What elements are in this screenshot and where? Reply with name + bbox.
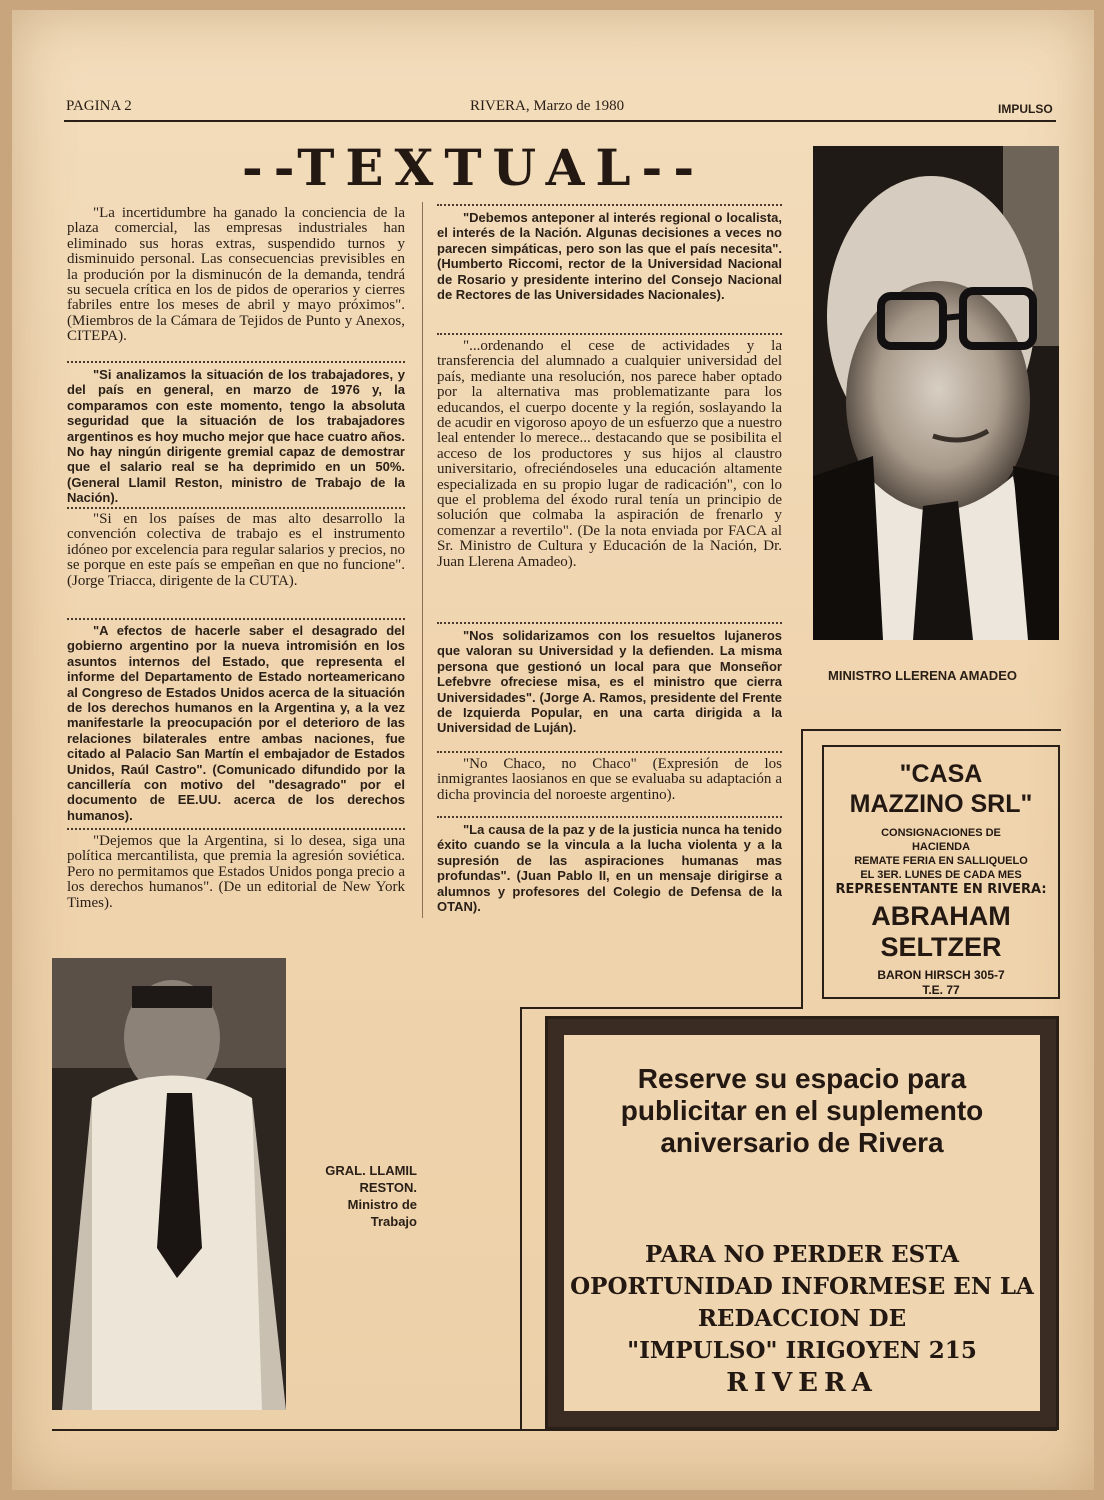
separator (437, 816, 782, 818)
ad-casa-rep: REPRESENTANTE EN RIVERA: (835, 882, 1047, 897)
separator (437, 622, 782, 624)
ad-border-band (548, 1019, 564, 1427)
reston-photo (52, 958, 286, 1410)
ad-reserve-info: "IMPULSO" IRIGOYEN 215 (627, 1337, 977, 1364)
quote-triacca: "Si en los países de mas alto desarrollo la convención colectiva de trabajo es el instrumento idóneo por excelencia para regular salarios y precios, no se porque en este país se empeñan en que no funcione". (Jorge Triacca, dirigente de la CUTA). (67, 511, 405, 589)
separator (67, 618, 405, 620)
quote-riccomi: "Debemos anteponer al interés regional o localista, el interés de la Nación. Algunas decisiones a veces no parecen simpáticas, pero son las que el país necesita". (Humberto Riccomi, rector de la Universidad Nacional de Rosario y presidente interino del Consejo Nacional de Rectores de las Universidades Nacionales). (437, 210, 782, 303)
ad-frame-top (801, 729, 1061, 731)
ad-reserve-town: RIVERA (726, 1368, 878, 1398)
ad-reserve-info: PARA NO PERDER ESTA (645, 1241, 959, 1268)
ad-frame-mid (520, 1007, 803, 1009)
reston-caption-line: Trabajo (370, 1214, 417, 1229)
separator (437, 204, 782, 206)
minister-portrait-image (813, 146, 1059, 640)
ad-casa-line: REMATE FERIA EN SALLIQUELO (854, 855, 1028, 867)
ad-reserve-info: OPORTUNIDAD INFORMESE EN LA (570, 1273, 1034, 1300)
reston-caption-line: Ministro de (347, 1197, 417, 1212)
column-divider (422, 202, 423, 918)
quote-cancilleria: "A efectos de hacerle saber el desagrado del gobierno argentino por la nueva intromisión en los asuntos internos del Estado, que representa el informe del Departamento de Estado norteamericano al Congreso de Estados Unidos acerca de la situación de los derechos humanos en la Argentina y, a la vez manifestarle la preocupación por el deterioro de las relaciones bilaterales entre ambas naciones, fue citado al Palacio San Martín el embajador de Estados Unidos, Raúl Castro". (Comunicado difundido por la cancillería con motivo del "desagrado" por el documento de EE.UU. acerca de los derechos humanos). (67, 623, 405, 823)
ad-casa-person: ABRAHAM (871, 901, 1011, 931)
reston-caption-line: GRAL. LLAMIL (325, 1163, 417, 1178)
ad-casa-mazzino (822, 745, 1060, 999)
ad-casa-line: CONSIGNACIONES DE (881, 827, 1001, 839)
separator (67, 361, 405, 363)
separator (67, 828, 405, 830)
ad-casa-person-2: SELTZER (880, 932, 1002, 962)
newspaper-page (12, 10, 1094, 1490)
paper-name: IMPULSO (998, 102, 1053, 116)
ad-reserve-headline: publicitar en el suplemento (620, 1095, 984, 1126)
page-number: PAGINA 2 (66, 98, 132, 114)
ad-border-band (548, 1411, 1056, 1427)
quote-nyt: "Dejemos que la Argentina, si lo desea, siga una política mercantilista, que premia la agresión soviética. Pero no permitamos que Estados Unidos ponga precio a los derechos humanos". (De un editorial de New York Times). (67, 833, 405, 911)
ad-casa-address: BARON HIRSCH 305-7 (877, 968, 1005, 982)
ad-reserve-headline: aniversario de Rivera (660, 1127, 944, 1158)
ad-reserve-headline: Reserve su espacio para (637, 1063, 967, 1094)
ad-casa-line: HACIENDA (911, 841, 971, 853)
ad-reserve-space (545, 1016, 1059, 1430)
ad-casa-name-2: MAZZINO SRL" (849, 790, 1033, 818)
ad-casa-name: "CASA (899, 760, 983, 788)
minister-caption: MINISTRO LLERENA AMADEO (828, 668, 1017, 683)
separator (437, 333, 782, 335)
ad-frame-left (801, 729, 803, 1009)
ad-border-band (548, 1019, 1056, 1035)
section-title: --TEXTUAL-- (242, 138, 706, 197)
header-rule (64, 120, 1056, 122)
quote-ramos: "Nos solidarizamos con los resueltos lujaneros que valoran su Universidad y la defienden. La misma persona que gestionó un local para que Monseñor Lefebvre ofreciese misa, es el ministro que cierra Universidades". (Jorge A. Ramos, presidente del Frente de Izquierda Popular, en una carta dirigida a la Universidad de Luján). (437, 628, 782, 736)
ad-frame-vertical (520, 1007, 522, 1431)
ad-border-band (1040, 1019, 1056, 1427)
quote-reston: "Si analizamos la situación de los trabajadores, y del país en general, en marzo de 1976 y, la comparamos con este momento, tengo la absoluta seguridad que la situación de los trabajadores argentinos es hoy mucho mejor que hace cuatro años. No hay ningún dirigente gremial capaz de demostrar que el salario real se ha deprimido en un 50%. (General Llamil Reston, ministro de Trabajo de la Nación). (67, 367, 405, 506)
quote-juan-pablo: "La causa de la paz y de la justicia nunca ha tenido éxito cuando se la vincula a la lucha violenta y a la supresión de las aspiraciones humanas mas profundas". (Juan Pablo II, en un mensaje dirigirse a alumnos y profesores del Colegio de Defensa de la OTAN). (437, 822, 782, 915)
ad-reserve-info: REDACCION DE (697, 1305, 907, 1332)
reston-portrait-image (52, 958, 286, 1410)
reston-caption (310, 1162, 417, 1230)
reston-caption-line: RESTON. (359, 1180, 417, 1195)
ad-casa-line: EL 3ER. LUNES DE CADA MES (860, 869, 1022, 881)
quote-chaco: "No Chaco, no Chaco" (Expresión de los inmigrantes laosianos en que se evaluaba su adaptación a dicha provincia del noroeste argentino). (437, 756, 782, 803)
quote-faca: "...ordenando el cese de actividades y la transferencia del alumnado a cualquier universidad del país, mediante una resolución, nos parece haber optado por la alternativa mas problematizante para los educandos, el cuerpo docente y la región, soslayando la de acudir en vigoroso apoyo de un esfuerzo que a nuestro leal entender lo merece... destacando que se posibilita el acceso de los productores y sus hijos al claustro universitario, ofreciéndoseles una educación altamente especializada en su propio lugar de radicación", con lo que el problema del éxodo rural tenía un principio de solución que colmaba la aspiración de frenarlo y comenzar a revertilo". (De la nota enviada por FACA al Sr. Ministro de Cultura y Educación de la Nación, Dr. Juan Llerena Amadeo). (437, 338, 782, 570)
minister-photo (813, 146, 1059, 640)
quote-citepa: "La incertidumbre ha ganado la conciencia de la plaza comercial, las empresas industriales han eliminado sus horas extras, suspendido turnos y disminuido personal. Las consecuencias previsibles en la produción por la disminucón de la demanda, tendrá su secuela crítica en los de pidos de operarios y cierres fabriles entre los meses de abril y mayo próximos". (Miembros de la Cámara de Tejidos de Punto y Anexos, CITEPA). (67, 205, 405, 345)
separator (437, 751, 782, 753)
ad-casa-phone: T.E. 77 (922, 983, 960, 997)
separator (67, 507, 405, 509)
dateline: RIVERA, Marzo de 1980 (470, 98, 625, 114)
